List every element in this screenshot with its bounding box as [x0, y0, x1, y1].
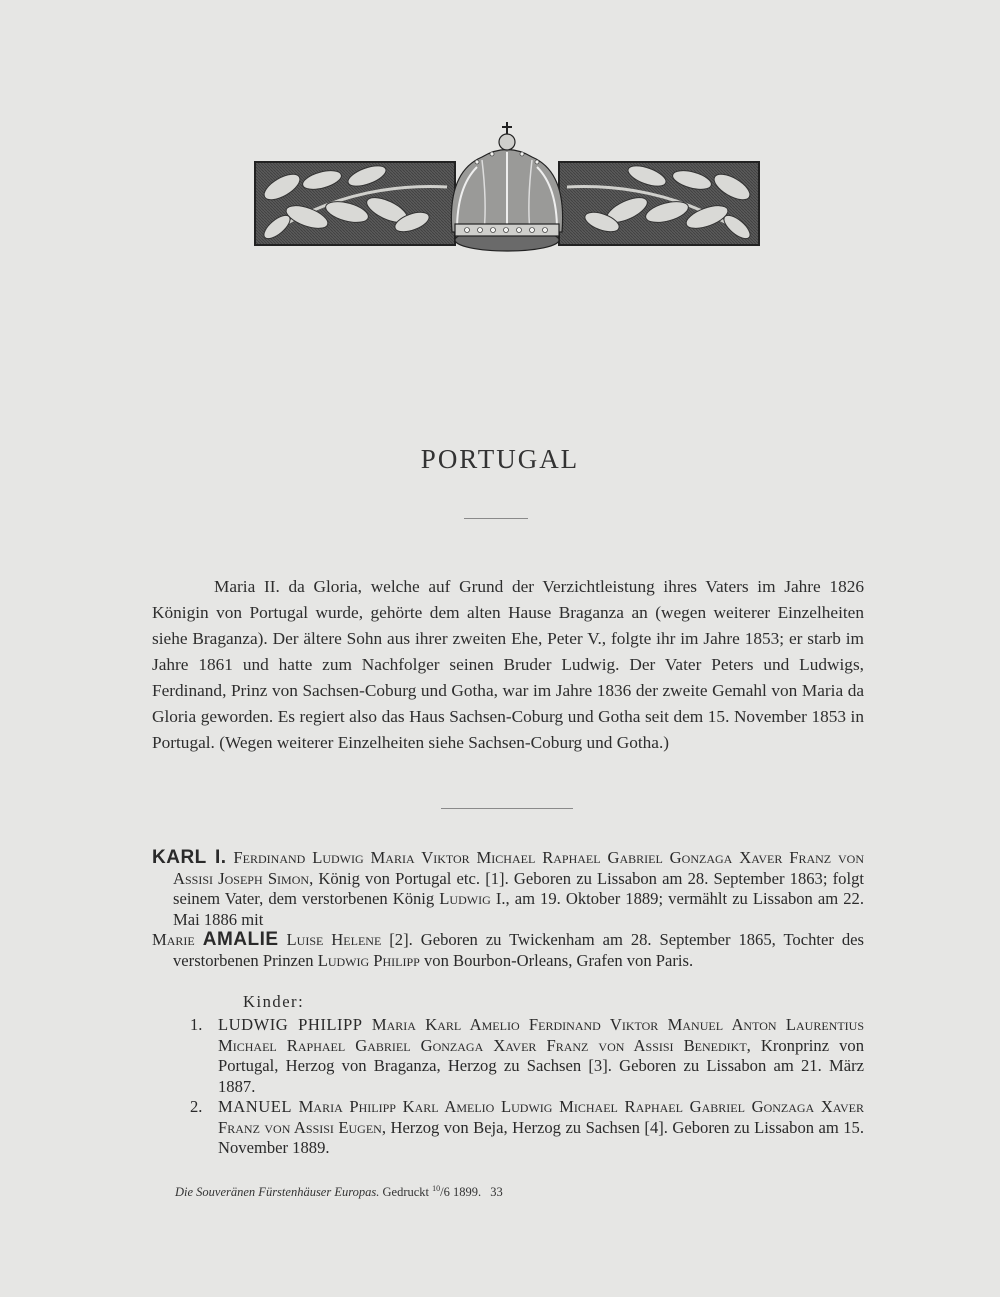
child-names: Maria Karl Amelio Ferdinand Viktor Manuel Anton Laurentius Michael Raphael Gabriel Gonzaga Xaver Franz von Assisi Benedikt	[218, 1015, 865, 1055]
marie-text-2: von Bourbon-Orleans, Grafen von Paris.	[419, 950, 694, 970]
karl-ludwig: Ludwig	[439, 889, 491, 908]
crown-laurel-vignette	[252, 112, 762, 262]
marie-lp: Ludwig Philipp	[317, 950, 420, 970]
footer-date: /6 1899.	[440, 1185, 482, 1200]
karl-text-1: , König von Portugal etc. [1]. Geboren zu Lissabon am 28. September 1863; folgt seinem Vater, dem verstorbenen König	[173, 868, 864, 908]
child-entry	[190, 1015, 864, 1097]
child-text: , Kronprinz von Portugal, Herzog von Braganza, Herzog zu Sachsen [3]. Geboren zu Lissabon am 21. März 1887.	[218, 1035, 864, 1096]
karl-paragraph	[152, 848, 864, 930]
footer-printed: Gedruckt	[382, 1185, 430, 1200]
child-number: 1.	[190, 1015, 203, 1034]
intro-paragraph	[152, 574, 864, 756]
section-divider	[441, 808, 573, 809]
footer-page-number: 33	[490, 1185, 503, 1200]
child-entry	[190, 1097, 864, 1159]
marie-paragraph	[152, 930, 864, 971]
footer-date-sup: 10	[432, 1184, 441, 1193]
marie-suffix: Luise Helene	[286, 930, 382, 949]
marie-text-1: [2]. Geboren zu Twickenham am 28. September 1865, Tochter des verstorbenen Prinzen	[173, 930, 864, 970]
kinder-heading: Kinder:	[243, 992, 305, 1011]
page-title: PORTUGAL	[420, 444, 580, 474]
footer-book-title: Die Souveränen Fürstenhäuser Europas.	[175, 1185, 380, 1200]
karl-name: KARL I.	[152, 847, 227, 868]
marie-prefix: Marie	[152, 930, 195, 949]
child-number: 2.	[190, 1097, 203, 1116]
karl-text-2: I., am 19. Oktober 1889; vermählt zu Lissabon am 22. Mai 1886 mit	[173, 889, 864, 929]
marie-name: AMALIE	[202, 929, 279, 950]
karl-names: Ferdinand Ludwig Maria Viktor Michael Raphael Gabriel Gonzaga Xaver Franz von Assisi Joseph Simon	[173, 848, 865, 888]
entry-karl	[152, 848, 864, 930]
page-footer	[175, 1184, 503, 1200]
child-names: Maria Philipp Karl Amelio Ludwig Michael Raphael Gabriel Gonzaga Xaver Franz von Assisi Eugen	[218, 1097, 864, 1137]
child-name: LUDWIG PHILIPP	[218, 1015, 363, 1034]
child-text: , Herzog von Beja, Herzog zu Sachsen [4]. Geboren zu Lissabon am 15. November 1889.	[218, 1117, 864, 1157]
intro-text: Maria II. da Gloria, welche auf Grund der Verzichtleistung ihres Vaters im Jahre 1826 Königin von Portugal wurde, gehörte dem alten Hause Braganza an (wegen weiterer Einzelheiten siehe Braganza). Der ältere Sohn aus ihrer zweiten Ehe, Peter V., folgte ihr im Jahre 1853; er starb im Jahre 1861 und hatte zum Nachfolger seinen Bruder Ludwig. Der Vater Peters und Ludwigs, Ferdinand, Prinz von Sachsen-Coburg und Gotha, war im Jahre 1836 der zweite Gemahl von Maria da Gloria geworden. Es regiert also das Haus Sachsen-Coburg und Gotha seit dem 15. November 1853 in Portugal. (Wegen weiterer Einzelheiten siehe Sachsen-Coburg und Gotha.)	[152, 577, 864, 752]
entry-marie	[152, 930, 864, 971]
child-body	[218, 1015, 864, 1097]
title-divider	[464, 518, 528, 519]
child-body	[218, 1097, 864, 1159]
child-name: MANUEL	[218, 1097, 292, 1116]
